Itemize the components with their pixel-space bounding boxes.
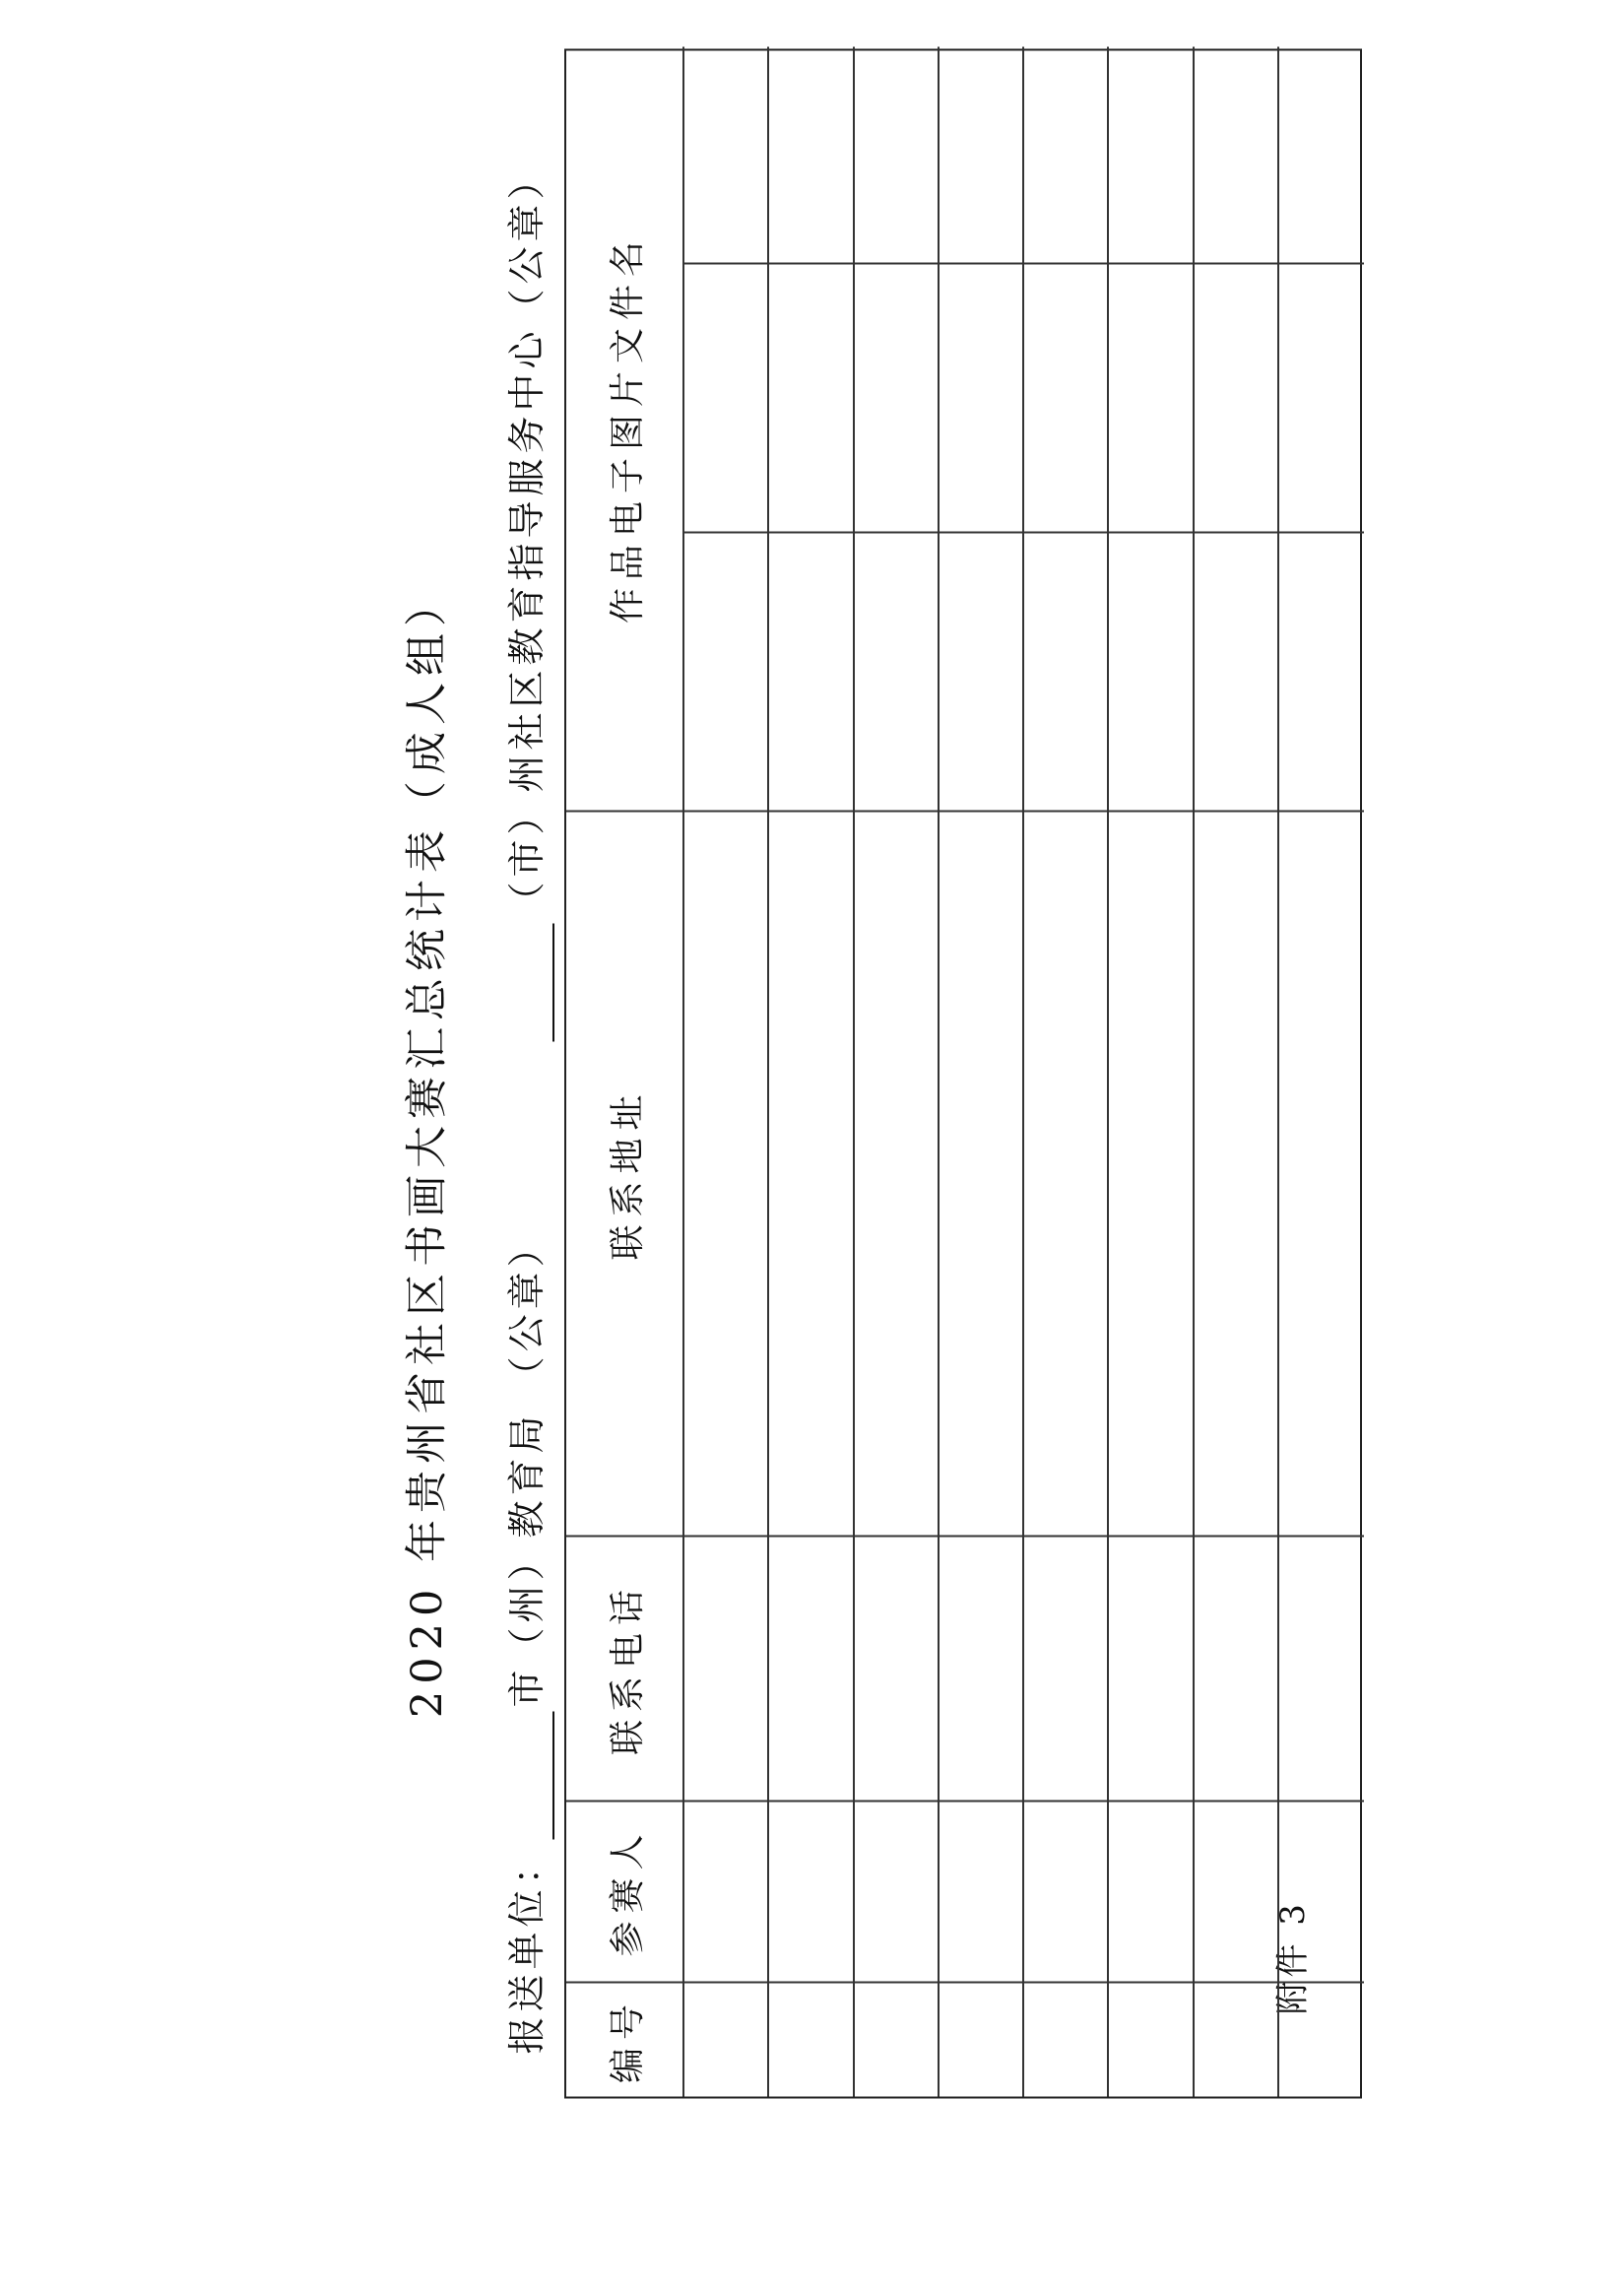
table-cell-filename[interactable] xyxy=(855,263,940,532)
page-title: 2020 年贵州省社区书画大赛汇总统计表（成人组） xyxy=(403,576,452,1719)
table-cell-filename[interactable] xyxy=(855,47,940,263)
bureau-text: 市（州）教育局 （公章） xyxy=(505,1224,549,1708)
report-unit-label: 报送单位： xyxy=(505,1842,549,2055)
city-blank[interactable] xyxy=(543,1712,554,1840)
table-cell-phone[interactable] xyxy=(1195,1536,1279,1801)
table-cell-address[interactable] xyxy=(940,811,1024,1536)
table-header-participant: 参赛人 xyxy=(566,1801,684,1982)
table-cell-filename[interactable] xyxy=(1279,47,1364,263)
table-cell-filename[interactable] xyxy=(1109,263,1194,532)
table-cell-address[interactable] xyxy=(769,811,854,1536)
attachment-label: 附件 3 xyxy=(1273,1900,1313,2015)
table-header-number: 编号 xyxy=(566,1982,684,2097)
table-cell-filename[interactable] xyxy=(1024,532,1109,811)
table-cell-filename[interactable] xyxy=(684,47,769,263)
stats-table xyxy=(564,49,1362,2099)
table-cell-filename[interactable] xyxy=(1024,47,1109,263)
table-cell-participant[interactable] xyxy=(684,1801,769,1982)
table-cell-filename[interactable] xyxy=(1279,263,1364,532)
table-cell-filename[interactable] xyxy=(684,263,769,532)
table-cell-filename[interactable] xyxy=(769,532,854,811)
table-cell-phone[interactable] xyxy=(855,1536,940,1801)
table-cell-phone[interactable] xyxy=(1109,1536,1194,1801)
center-text: （市）州社区教育指导服务中心（公章） xyxy=(505,157,549,920)
report-unit-line xyxy=(489,157,558,2055)
table-cell-number[interactable] xyxy=(1279,1982,1364,2097)
table-cell-number[interactable] xyxy=(1109,1982,1194,2097)
table-cell-filename[interactable] xyxy=(1195,532,1279,811)
table-cell-filename[interactable] xyxy=(769,47,854,263)
table-cell-filename[interactable] xyxy=(684,532,769,811)
table-cell-participant[interactable] xyxy=(855,1801,940,1982)
table-cell-filename[interactable] xyxy=(1109,532,1194,811)
table-cell-phone[interactable] xyxy=(940,1536,1024,1801)
table-cell-phone[interactable] xyxy=(684,1536,769,1801)
table-cell-participant[interactable] xyxy=(1195,1801,1279,1982)
table-cell-filename[interactable] xyxy=(855,532,940,811)
table-header-filename: 作品电子图片文件名 xyxy=(566,47,684,811)
table-cell-phone[interactable] xyxy=(1024,1536,1109,1801)
table-cell-number[interactable] xyxy=(855,1982,940,2097)
table-cell-filename[interactable] xyxy=(940,263,1024,532)
table-cell-filename[interactable] xyxy=(940,47,1024,263)
county-blank[interactable] xyxy=(543,924,554,1042)
table-cell-participant[interactable] xyxy=(769,1801,854,1982)
table-cell-participant[interactable] xyxy=(1109,1801,1194,1982)
table-cell-address[interactable] xyxy=(1195,811,1279,1536)
table-cell-number[interactable] xyxy=(684,1982,769,2097)
table-cell-filename[interactable] xyxy=(1024,263,1109,532)
table-cell-number[interactable] xyxy=(1195,1982,1279,2097)
table-cell-address[interactable] xyxy=(855,811,940,1536)
table-cell-filename[interactable] xyxy=(1195,263,1279,532)
table-cell-filename[interactable] xyxy=(769,263,854,532)
table-cell-filename[interactable] xyxy=(1109,47,1194,263)
table-cell-number[interactable] xyxy=(769,1982,854,2097)
table-cell-number[interactable] xyxy=(1024,1982,1109,2097)
table-cell-address[interactable] xyxy=(1109,811,1194,1536)
table-cell-phone[interactable] xyxy=(1279,1536,1364,1801)
table-cell-filename[interactable] xyxy=(1195,47,1279,263)
table-header-phone: 联系电话 xyxy=(566,1536,684,1801)
table-cell-participant[interactable] xyxy=(940,1801,1024,1982)
table-cell-address[interactable] xyxy=(1024,811,1109,1536)
table-cell-participant[interactable] xyxy=(1279,1801,1364,1982)
table-header-address: 联系地址 xyxy=(566,811,684,1536)
table-cell-address[interactable] xyxy=(1279,811,1364,1536)
table-cell-participant[interactable] xyxy=(1024,1801,1109,1982)
table-cell-filename[interactable] xyxy=(940,532,1024,811)
table-cell-phone[interactable] xyxy=(769,1536,854,1801)
table-cell-address[interactable] xyxy=(684,811,769,1536)
table-cell-number[interactable] xyxy=(940,1982,1024,2097)
table-cell-filename[interactable] xyxy=(1279,532,1364,811)
